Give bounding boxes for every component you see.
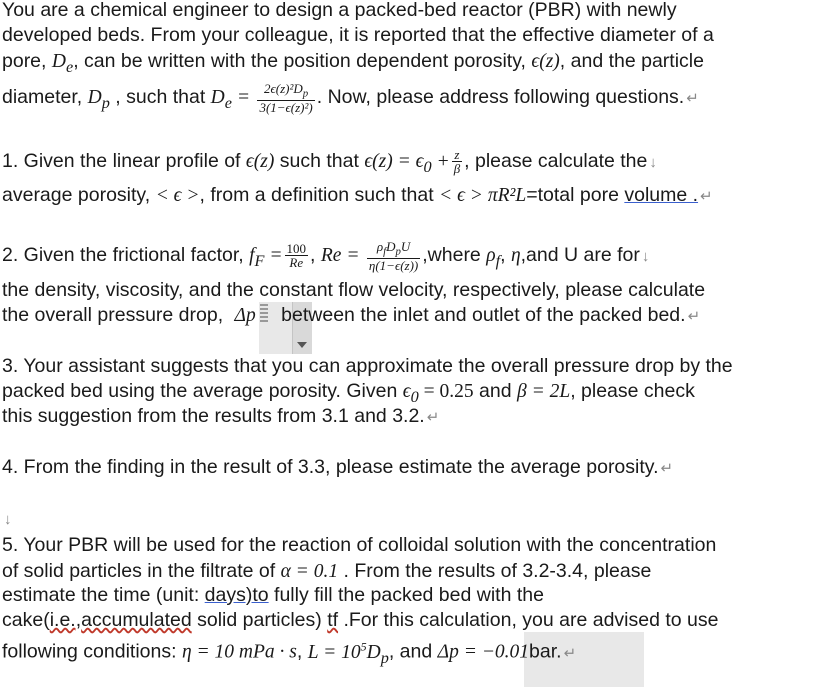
math-eps0: $\epsilon_0 = 0.25$ (402, 381, 474, 406)
q2-text-1a: 2. Given the frictional factor, (2, 244, 244, 266)
math-eta-val: η = 10 mPa · s (181, 641, 297, 663)
q1-text-1c: , please calculate the (464, 150, 648, 172)
q5-text-4c: accumulated (81, 609, 192, 631)
q2-line-2 (2, 278, 705, 302)
q1-text-2a: average porosity, (2, 184, 151, 206)
math-De: $D_e$ (51, 51, 74, 76)
q5-text-4d: solid particles) (197, 609, 322, 631)
q5-text-3b: days)to (204, 584, 269, 606)
q3-line-3: this suggestion from the results from 3.1 and 3.2. ↵ (2, 405, 440, 427)
q4-line-1: 4. From the finding in the result of 3.3, please estimate the average porosity. ↵ (2, 456, 674, 478)
math-Re-fraction: $\frac{\rho_fD_pU}{\eta(1-\epsilon(z))}$ (368, 238, 419, 274)
math-rho: $\rho_f$ (486, 245, 501, 270)
math-De-fraction: $\frac{2\epsilon(z)^2D_p}{\text{3(1−ϵ(z)²)}}$ (259, 80, 313, 116)
q5-line-3 (2, 583, 544, 607)
math-dp-val: Δp = −0.01 (437, 641, 530, 663)
q3-text-3: this suggestion from the results from 3.1 and 3.2. (2, 405, 425, 427)
q1-text-1a: 1. Given the linear profile of (2, 150, 241, 172)
math-eps-z: ϵ(z) (531, 51, 560, 72)
q2-text-3b: between the inlet and outlet of the packed bed. (281, 304, 686, 326)
math-fF: $f_F$ = (249, 245, 283, 270)
math-z-over-beta: $\frac{z}{\beta}$ (453, 147, 461, 177)
math-100-over-Re: $\frac{100}{Re}$ (286, 241, 307, 271)
q5-text-3a: estimate the time (unit: (2, 584, 200, 606)
math-dp: Δp (234, 305, 256, 326)
q2-text-2: the density, viscosity, and the constant flow velocity, respectively, please calculate (2, 279, 706, 301)
q1-line-2: average porosity, < ϵ >, from a definition such that < ϵ > πR²L=total pore volume . ↵ (2, 184, 713, 206)
intro-line-3 (2, 49, 704, 79)
intro-text-2: developed beds. From your colleague, it is reported that the effective diameter of a (2, 24, 714, 46)
q2-line-3: the overall pressure drop, Δp between the inlet and outlet of the packed bed. ↵ (2, 304, 701, 326)
chevron-down-icon (297, 342, 307, 348)
q5-line-2 (2, 559, 651, 584)
intro-line-2 (2, 23, 714, 47)
math-eps-z-2: ϵ(z) (245, 151, 275, 172)
down-mark: ↓ (649, 154, 657, 171)
intro-line-1 (2, 0, 677, 22)
q5-text-4f: .For this calculation, you are advised to use (343, 609, 719, 631)
q3-line-1 (2, 354, 733, 378)
q3-text-2c: , please check (570, 380, 695, 402)
q5-text-5a: following conditions: (2, 640, 177, 663)
q1-line-1 (2, 143, 657, 185)
intro-text-3b: , can be written with the position dependent porosity, (73, 50, 526, 72)
q5-line-5: following conditions: η = 10 mPa · s, $L = 10^5D_p$, and Δp = −0.01bar. ↵ (2, 639, 577, 667)
q5-text-5b: , and (388, 640, 433, 663)
q2-line-1: 2. Given the frictional factor, $f_F$ = $\frac{100}{Re}$ , Re = $\frac{\rho_fD_pU}{\eta(1-\epsilon(z))}$ ,where $\rho_f$, η,and U are for ↓ (2, 238, 650, 274)
q1-text-2b: , from a definition such that (199, 184, 434, 206)
q3-text-1: 3. Your assistant suggests that you can approximate the overall pressure drop by the (2, 355, 733, 377)
q3-text-2a: packed bed using the average porosity. Given (2, 380, 398, 402)
q3-text-2b: and (479, 380, 512, 402)
math-beta: β = 2L (516, 381, 571, 402)
math-linear-profile: $\epsilon(z) = \epsilon_0$ + (364, 151, 450, 176)
q1-text-1b: such that (279, 150, 359, 172)
math-De-eq: $D_e$ = (210, 87, 251, 112)
q1-text-2d: volume . (624, 184, 699, 206)
intro-text-4b: , such that (115, 86, 206, 108)
q5-text-5c: bar. (529, 640, 562, 663)
q2-text-1b: ,where (422, 244, 481, 266)
math-eta: η (510, 245, 521, 266)
math-L-val: $L = 10^5D_p$ (307, 639, 389, 667)
q2-text-3a: the overall pressure drop, (2, 304, 224, 326)
intro-text-3a: pore, (2, 50, 47, 72)
math-avg: < ϵ > (155, 185, 200, 206)
math-alpha: α = 0.1 (280, 561, 339, 582)
intro-text-4c: Now, please address following questions. (327, 86, 685, 108)
q5-line-1 (2, 533, 716, 557)
return-mark: ↵ (686, 90, 699, 107)
math-Re: Re = (320, 245, 360, 266)
q5-text-4b: i.e., (49, 609, 82, 631)
intro-line-4: diameter, $D_p$ , such that $D_e$ = $\frac{2\epsilon(z)^2D_p}{\text{3(1−ϵ(z)²)}}$ . Now, please address following questions. ↵ (2, 80, 699, 116)
q2-text-1c: ,and U are for (520, 244, 640, 266)
q5-line-4 (2, 608, 719, 632)
q5-text-2a: of solid particles in the filtrate of (2, 560, 276, 582)
intro-text-4a: diameter, (2, 86, 83, 108)
q4-text-1: 4. From the finding in the result of 3.3, please estimate the average porosity. (2, 456, 659, 478)
q5-text-4e: tf (327, 609, 339, 631)
q1-text-2c: =total pore (526, 184, 619, 206)
intro-text-3c: , and the particle (559, 50, 704, 72)
q5-text-2b: . From the results of 3.2-3.4, please (343, 560, 652, 582)
math-Dp: $D_p$ (87, 87, 110, 112)
empty-line: ↓ (4, 511, 12, 528)
q5-text-4a: cake( (2, 609, 50, 631)
intro-text-1: You are a chemical engineer to design a packed-bed reactor (PBR) with newly (2, 0, 677, 21)
q5-text-1: 5. Your PBR will be used for the reaction of colloidal solution with the concentration (2, 534, 717, 556)
q5-text-3c: fully fill the packed bed with the (274, 584, 544, 606)
math-avg-def: < ϵ > πR²L (439, 185, 527, 206)
